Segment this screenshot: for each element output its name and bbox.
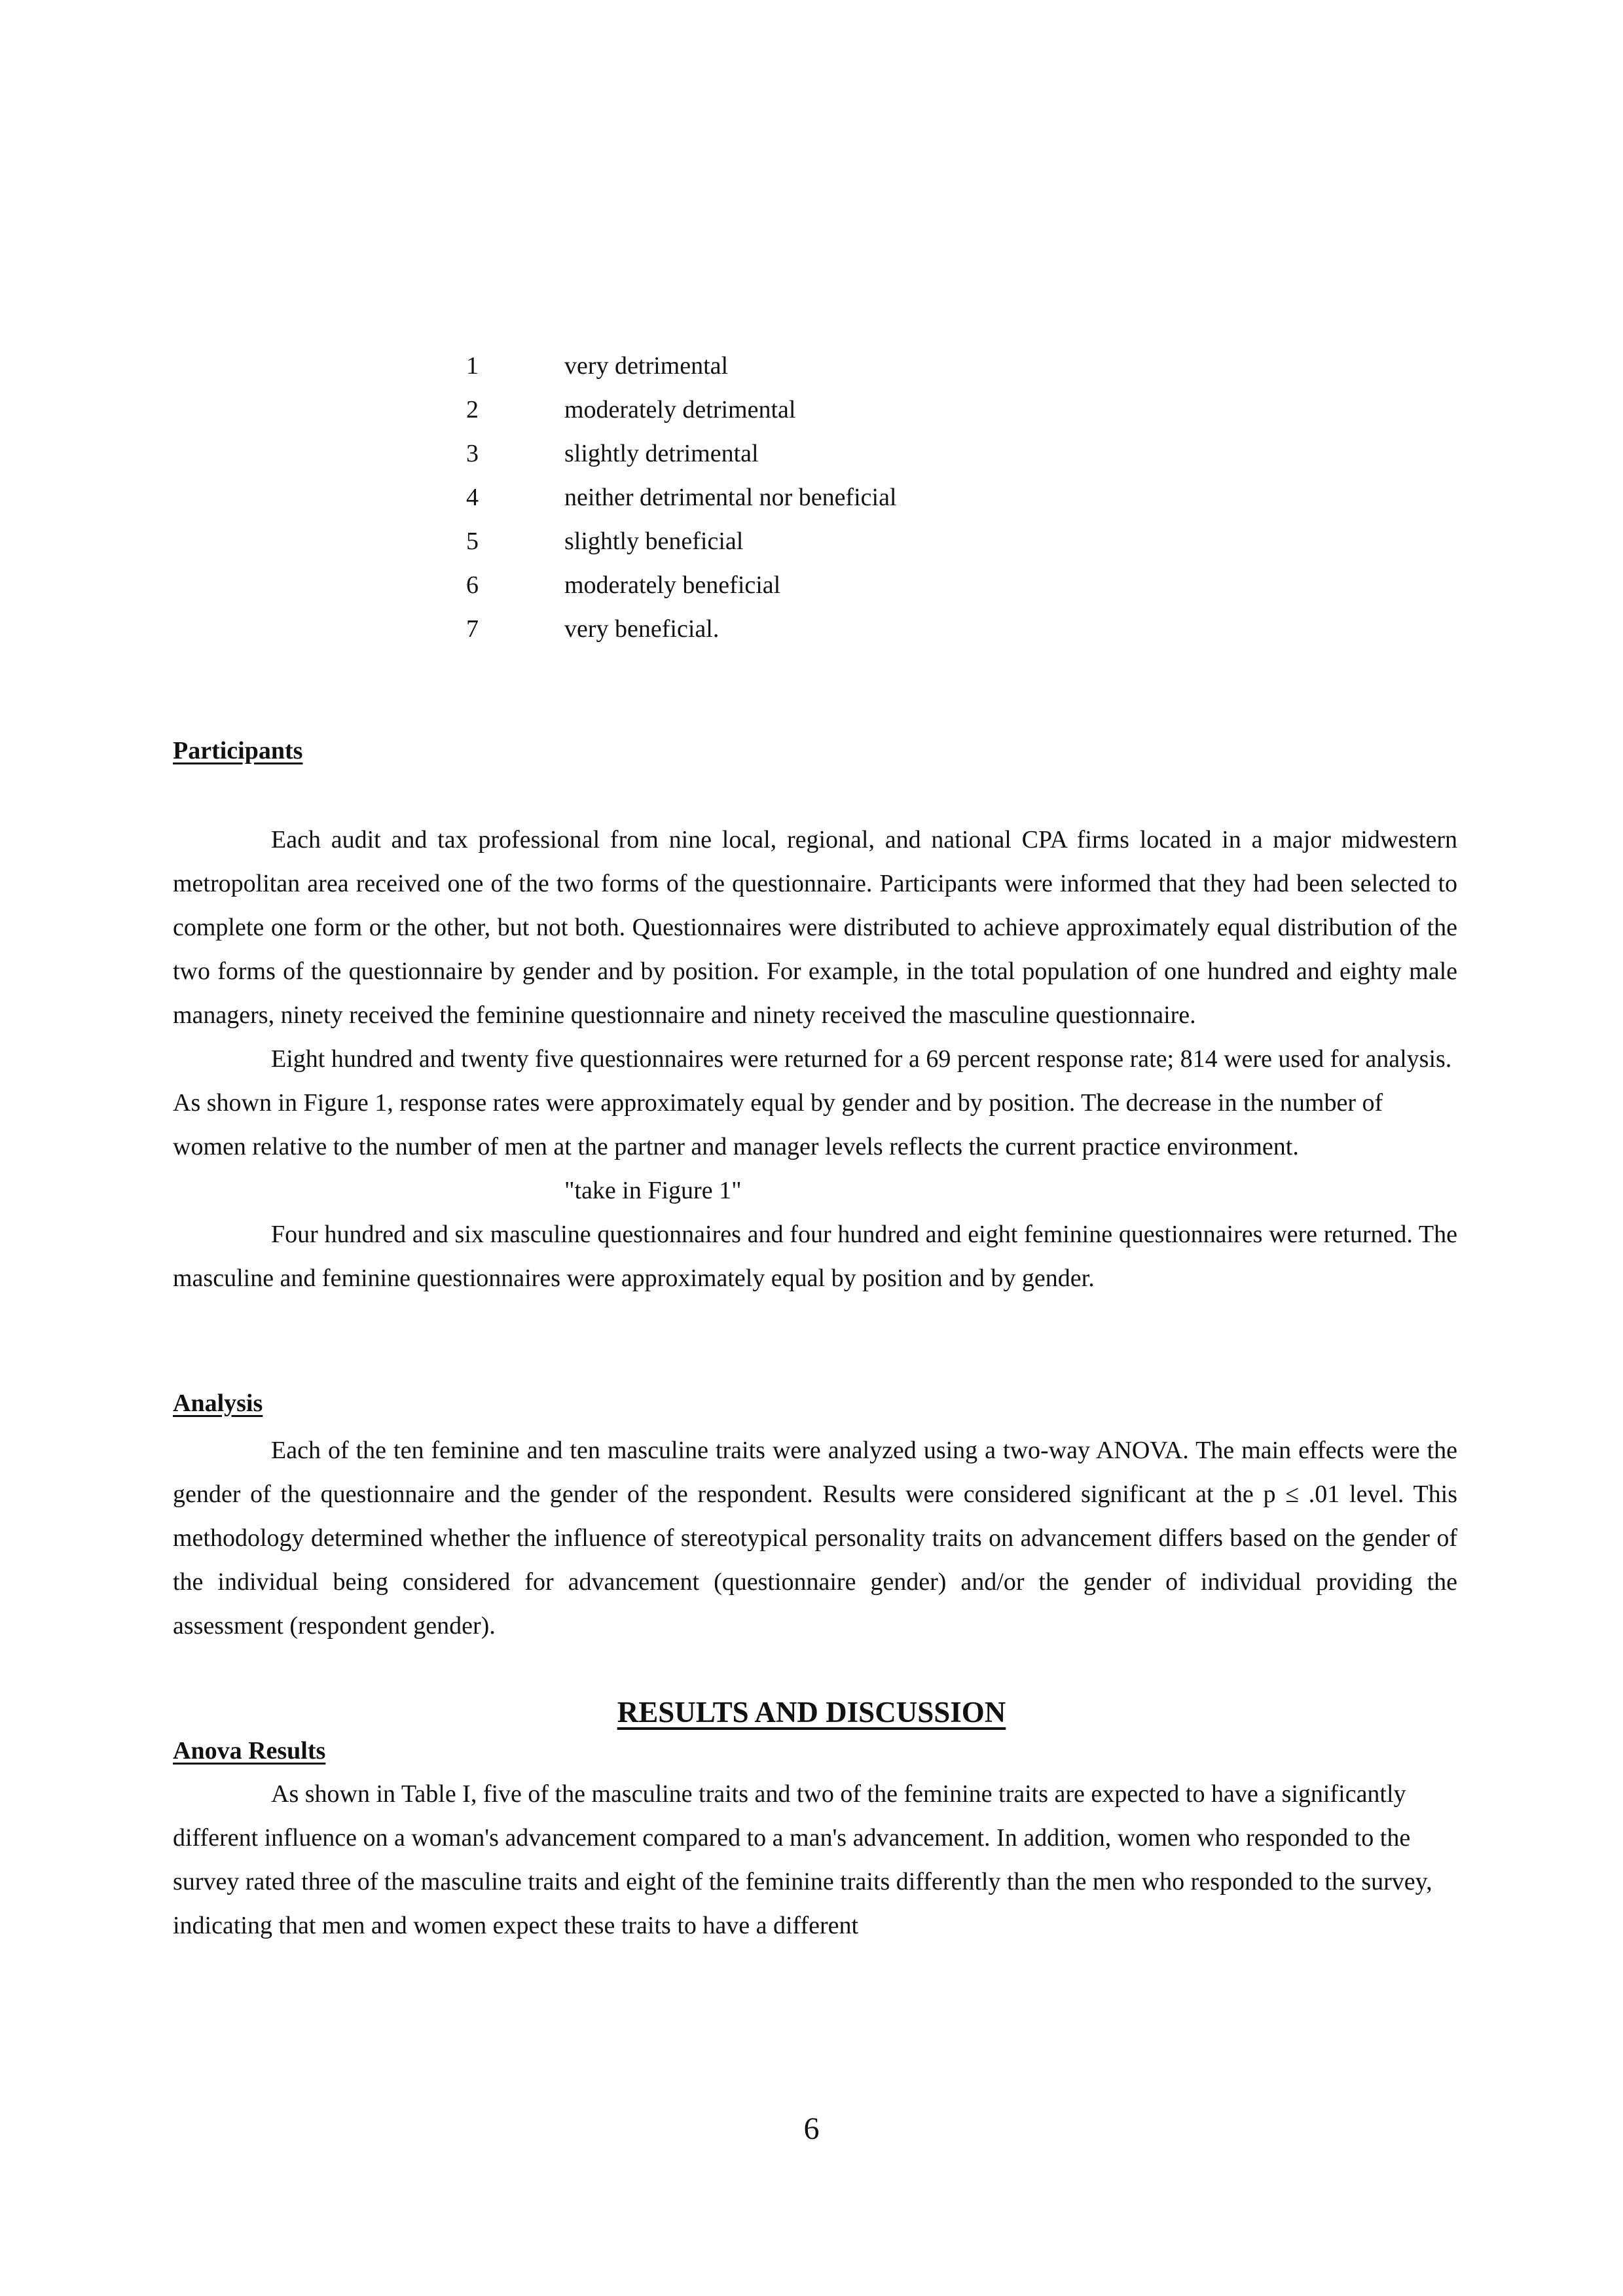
scale-label: moderately detrimental	[564, 395, 796, 423]
figure-placeholder-note: "take in Figure 1"	[564, 1177, 742, 1204]
analysis-paragraph: Each of the ten feminine and ten masculine traits were analyzed using a two-way ANOVA. The main effects were the gender of the questionnaire and the gender of the respondent. Results were considered significant at the p ≤ .01 level. This methodology determined whether the influence of stereotypical personality traits on advancement differs based on the gender of the individual being considered for advancement (questionnaire gender) and/or the gender of individual providing the assessment (respondent gender).	[173, 1437, 1457, 1640]
scale-label: neither detrimental nor beneficial	[564, 483, 897, 511]
scale-number: 6	[466, 571, 479, 599]
results-paragraph: As shown in Table I, five of the masculine traits and two of the feminine traits are expected to have a significantly different influence on a woman's advancement compared to a man's advancement. In addition, women who responded to the survey rated three of the masculine traits and eight of the feminine traits differently than the men who responded to the survey, indicating that men and women expect these traits to have a different	[173, 1780, 1432, 1939]
anova-results-heading: Anova Results	[173, 1737, 326, 1765]
page-number: 6	[803, 2111, 820, 2146]
participants-paragraph-2: Eight hundred and twenty five questionnaires were returned for a 69 percent response rate; 814 were used for analysis. As shown in Figure 1, response rates were approximately equal by gender and by position. The decrease in the number of women relative to the number of men at the partner and manager levels reflects the current practice environment.	[173, 1045, 1452, 1160]
scale-number: 2	[466, 395, 479, 423]
scale-number: 5	[466, 527, 479, 555]
scale-item	[466, 563, 897, 607]
participants-paragraph-3: Four hundred and six masculine questionnaires and four hundred and eight feminine questionnaires were returned. The masculine and feminine questionnaires were approximately equal by position and by gender.	[173, 1221, 1457, 1292]
scale-label: very detrimental	[564, 351, 729, 380]
analysis-heading: Analysis	[173, 1390, 263, 1417]
rating-scale	[466, 344, 897, 651]
scale-item	[466, 519, 897, 563]
scale-item	[466, 344, 897, 387]
participants-section	[173, 818, 1457, 1300]
scale-item	[466, 387, 897, 431]
scale-item	[466, 475, 897, 519]
scale-number: 3	[466, 439, 479, 467]
results-section	[173, 1772, 1457, 1948]
results-title: RESULTS AND DISCUSSION	[617, 1696, 1006, 1729]
participants-heading: Participants	[173, 737, 303, 764]
scale-label: very beneficial.	[564, 615, 720, 643]
scale-number: 1	[466, 351, 479, 380]
scale-number: 7	[466, 615, 479, 643]
scale-label: moderately beneficial	[564, 571, 781, 599]
scale-number: 4	[466, 483, 479, 511]
scale-item	[466, 431, 897, 475]
scale-label: slightly beneficial	[564, 527, 744, 555]
participants-paragraph-1: Each audit and tax professional from nine local, regional, and national CPA firms located in a major midwestern metropolitan area received one of the two forms of the questionnaire. Participants were informed that they had been selected to complete one form or the other, but not both. Questionnaires were distributed to achieve approximately equal distribution of the two forms of the questionnaire by gender and by position. For example, in the total population of one hundred and eighty male managers, ninety received the feminine questionnaire and ninety received the masculine questionnaire.	[173, 826, 1457, 1029]
analysis-section	[173, 1429, 1457, 1648]
scale-label: slightly detrimental	[564, 439, 759, 467]
scale-item	[466, 607, 897, 651]
